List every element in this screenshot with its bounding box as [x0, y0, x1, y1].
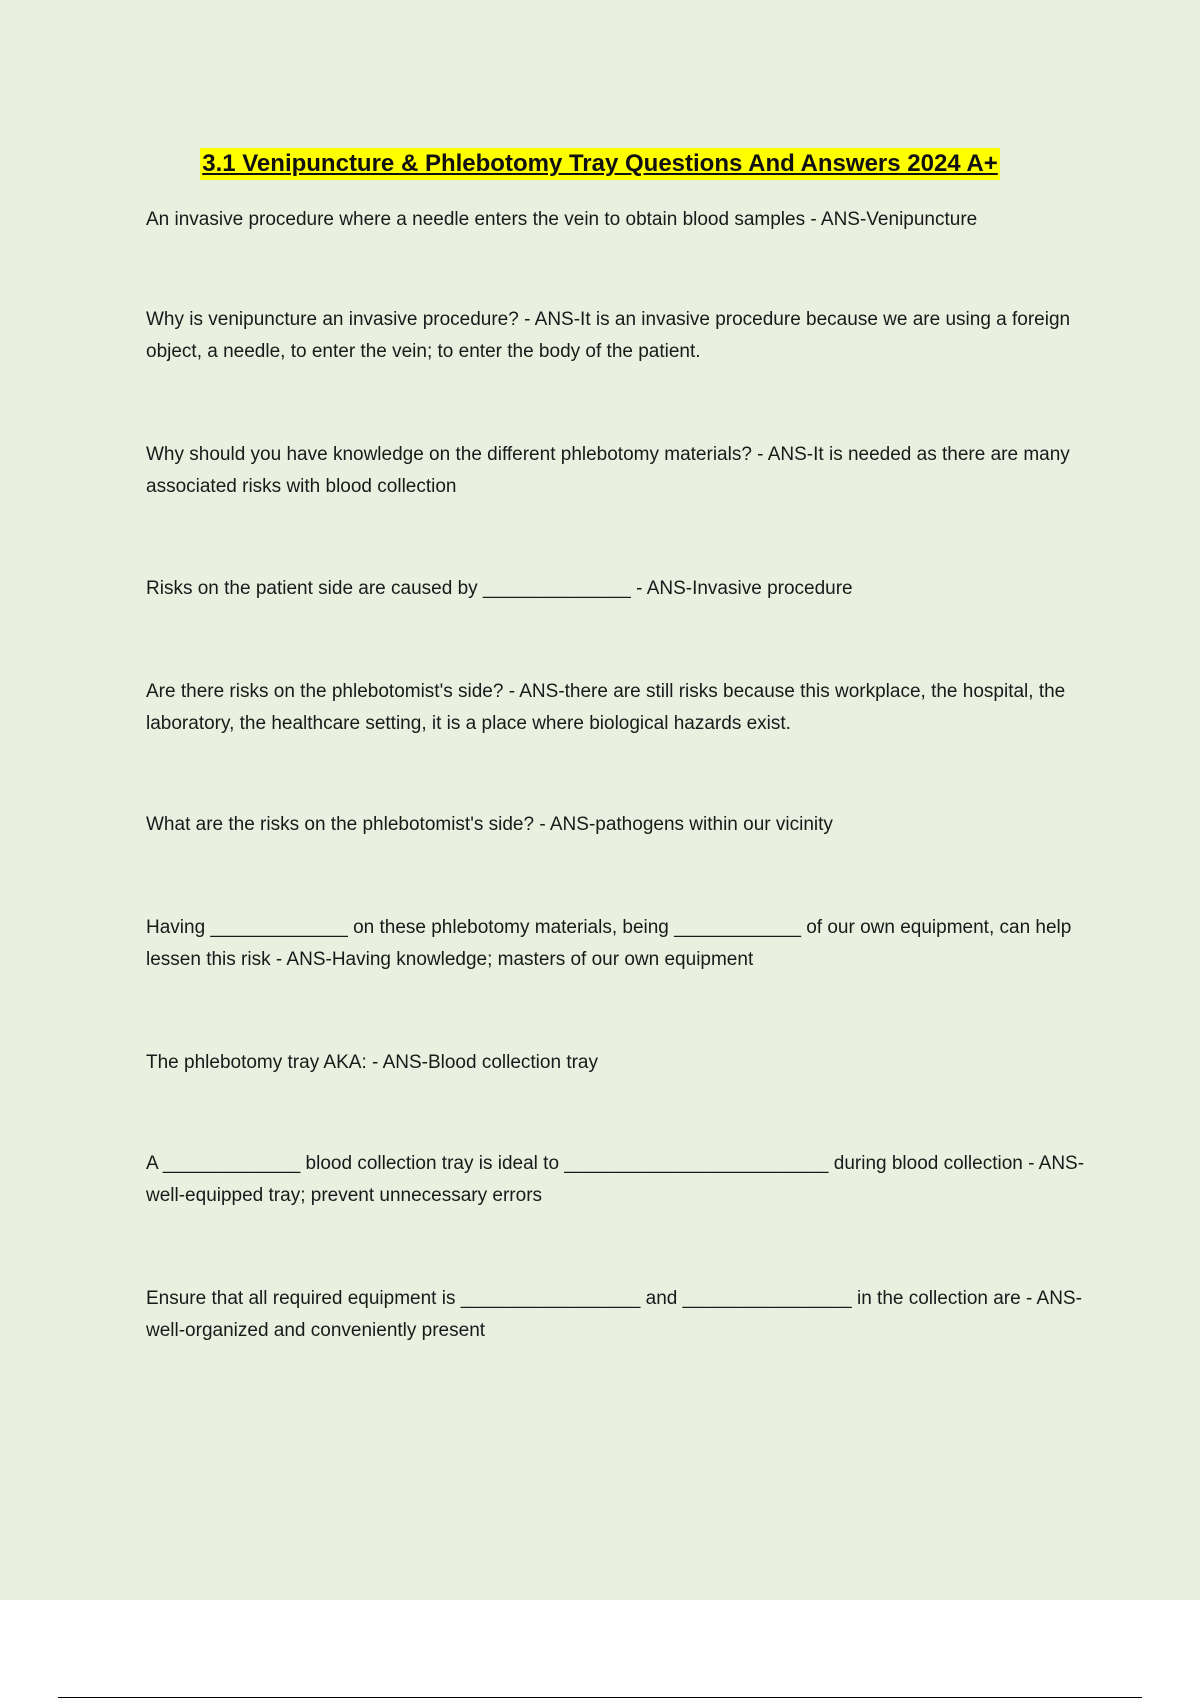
title-container — [0, 148, 1200, 180]
qa-item-6: What are the risks on the phlebotomist's side? - ANS-pathogens within our vicinity — [146, 814, 833, 835]
qa-item-3: Why should you have knowledge on the different phlebotomy materials? - ANS-It is needed as there are many associated risks with blood collection — [146, 444, 1070, 497]
footer-divider — [58, 1697, 1142, 1698]
qa-item-1: An invasive procedure where a needle enters the vein to obtain blood samples - ANS-Venipuncture — [146, 209, 978, 230]
qa-item-7: Having _____________ on these phlebotomy materials, being ____________ of our own equipment, can help lessen this risk - ANS-Having knowledge; masters of our own equipment — [146, 917, 1072, 970]
qa-item-2: Why is venipuncture an invasive procedure? - ANS-It is an invasive procedure because we are using a foreign object, a needle, to enter the vein; to enter the body of the patient. — [146, 309, 1071, 362]
qa-item-8: The phlebotomy tray AKA: - ANS-Blood collection tray — [146, 1052, 598, 1073]
qa-item-9: A _____________ blood collection tray is ideal to _________________________ during blood collection - ANS-well-equipped tray; prevent unnecessary errors — [146, 1153, 1085, 1206]
qa-item-4: Risks on the patient side are caused by ______________ - ANS-Invasive procedure — [146, 578, 853, 599]
document-title: 3.1 Venipuncture & Phlebotomy Tray Questions And Answers 2024 A+ — [200, 148, 1000, 180]
qa-item-10: Ensure that all required equipment is _________________ and ________________ in the collection are - ANS-well-organized and conveniently present — [146, 1288, 1082, 1341]
qa-item-5: Are there risks on the phlebotomist's side? - ANS-there are still risks because this workplace, the hospital, the laboratory, the healthcare setting, it is a place where biological hazards exist. — [146, 681, 1066, 734]
